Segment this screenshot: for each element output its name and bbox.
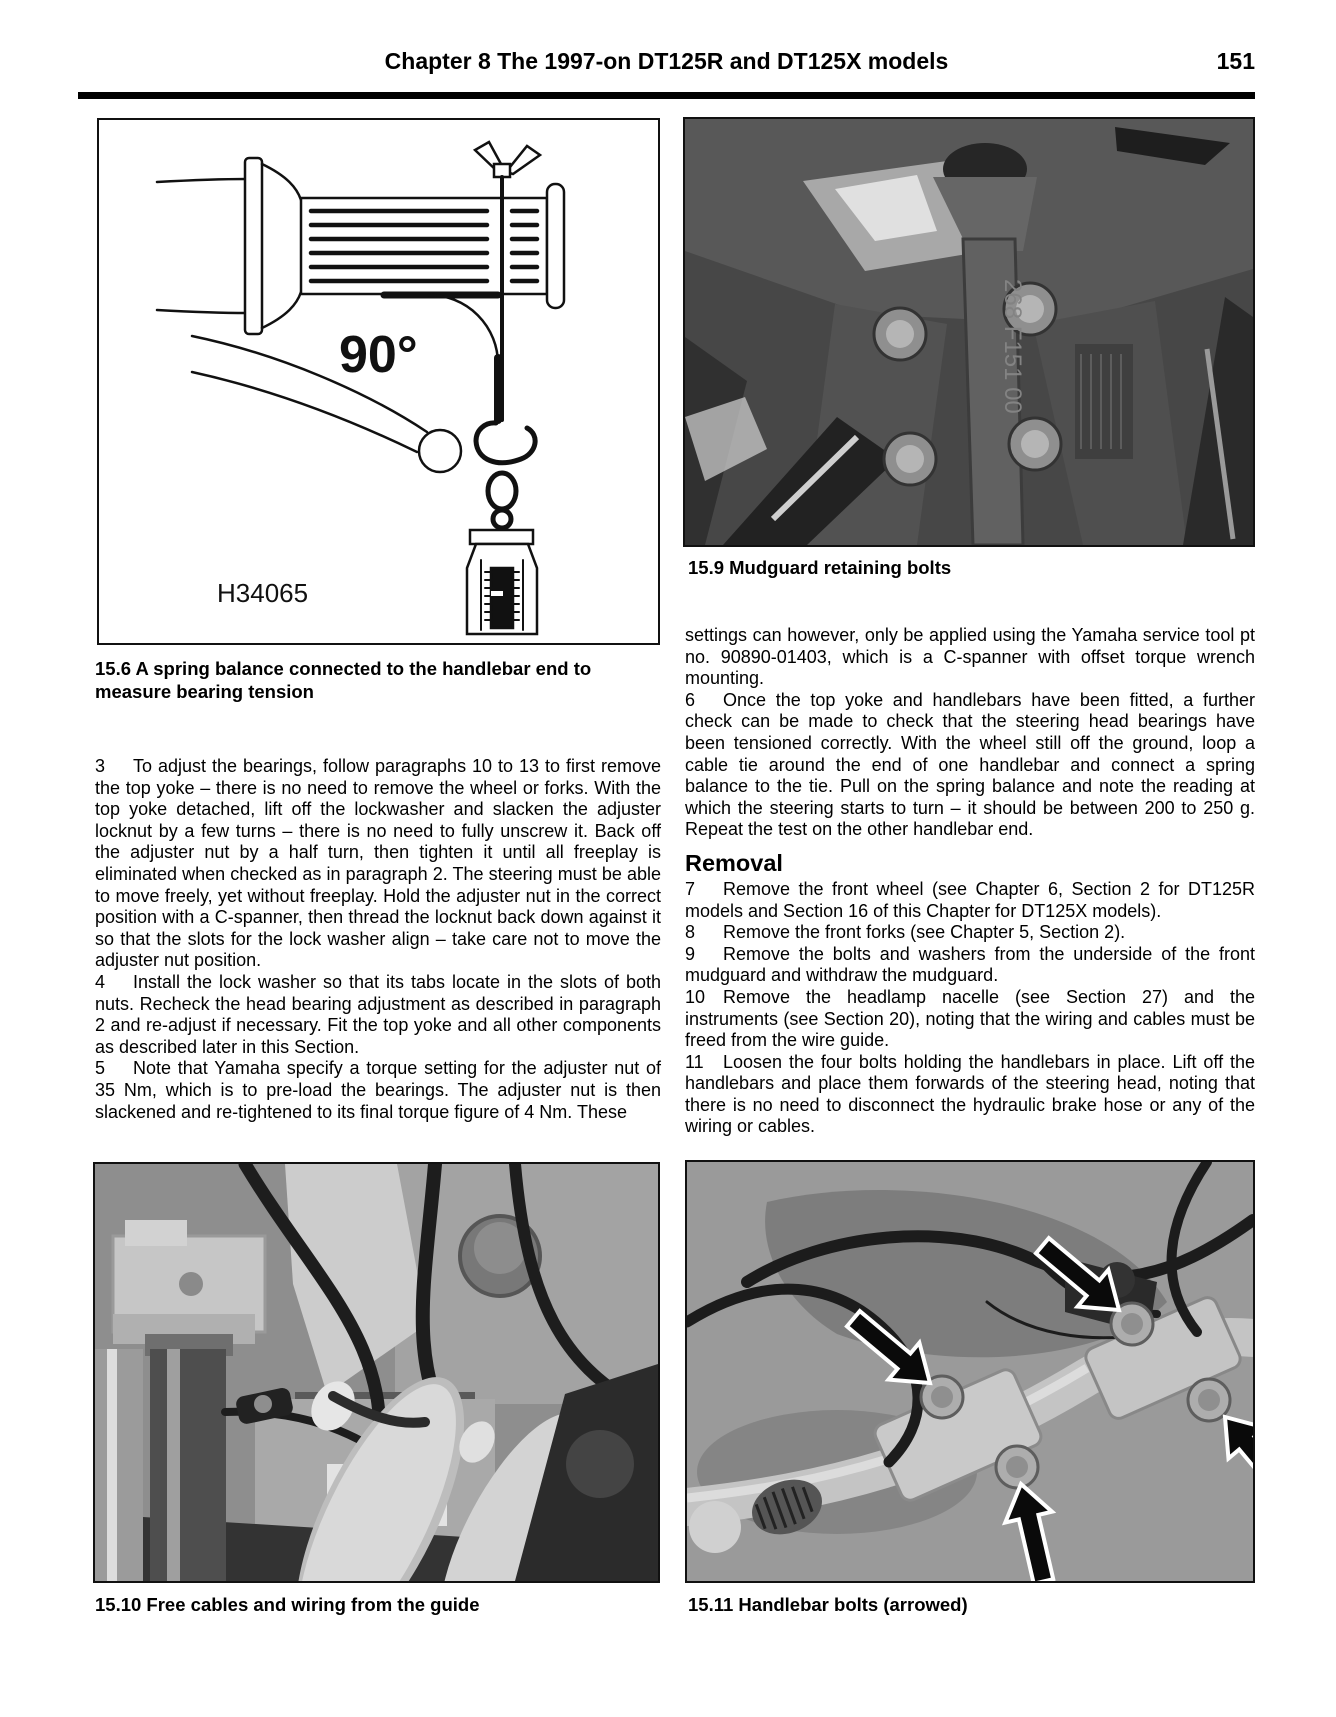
chapter-header: Chapter 8 The 1997-on DT125R and DT125X models: [384, 48, 949, 74]
paragraph: 10 Remove the headlamp nacelle (see Section 27) and the instruments (see Section 20), noting that the wiring and cables must be freed from the wire guide.: [685, 986, 1255, 1051]
mudguard-photo-icon: [685, 119, 1253, 545]
figure-15-11-photo: [685, 1160, 1255, 1583]
paragraph-number: 8: [685, 922, 696, 943]
paragraph: 11 Loosen the four bolts holding the handlebars in place. Lift off the handlebars and place them forwards of the steering head, noting that there is no need to disconnect the hydraulic brake hose or any of the wiring or cables.: [685, 1051, 1255, 1137]
paragraph: 6 Once the top yoke and handlebars have been fitted, a further check can be made to check that the steering head bearings have been tensioned correctly. With the wheel still off the ground, loop a cable tie around the end of one handlebar and connect a spring balance to the tie. Pull on the spring balance and note the reading at which the steering starts to turn – it should be between 200 to 250 g. Repeat the test on the other handlebar end.: [685, 689, 1255, 840]
paragraph: 9 Remove the bolts and washers from the underside of the front mudguard and withdraw the mudguard.: [685, 943, 1255, 986]
section-heading: Removal: [685, 849, 783, 876]
figure-15-9-caption: 15.9 Mudguard retaining bolts: [688, 557, 952, 578]
figure-15-10-caption: 15.10 Free cables and wiring from the guide: [95, 1594, 480, 1615]
cable-guide-photo-icon: [95, 1164, 658, 1581]
figure-15-11-caption: 15.11 Handlebar bolts (arrowed): [688, 1594, 968, 1615]
paragraph: 7 Remove the front wheel (see Chapter 6, Section 2 for DT125R models and Section 16 of this Chapter for DT125X models).: [685, 878, 1255, 921]
paragraph: 8 Remove the front forks (see Chapter 5, Section 2).: [685, 922, 1126, 943]
figure-15-9-photo: [683, 117, 1255, 547]
embossed-part-number: 268 F151 00: [999, 279, 1026, 414]
paragraph-number: 10: [685, 986, 706, 1007]
figure-15-10-photo: [93, 1162, 660, 1583]
paragraph-number: 4: [95, 971, 106, 992]
paragraph-number: 11: [685, 1051, 704, 1072]
angle-label: 90°: [339, 326, 418, 384]
page-number: 151: [1216, 48, 1255, 74]
header-rule: [78, 92, 1255, 99]
left-text-column: [95, 756, 661, 1123]
paragraph-number: 3: [95, 756, 106, 776]
right-text-column: [685, 625, 1255, 1138]
paragraph-number: 7: [685, 878, 696, 899]
paragraph: settings can however, only be applied using the Yamaha service tool pt no. 90890-01403, which is a C-spanner with offset torque wrench mounting.: [685, 625, 1255, 689]
drawing-reference-label: H34065: [217, 578, 309, 608]
paragraph: 5 Note that Yamaha specify a torque setting for the adjuster nut of 35 Nm, which is to pre-load the bearings. The adjuster nut is then slackened and re-tightened to its final torque figure of 4 Nm. These: [95, 1058, 661, 1122]
spring-balance-diagram-icon: [99, 120, 658, 643]
paragraph-number: 6: [685, 689, 696, 710]
figure-15-6-drawing: [97, 118, 660, 645]
figure-15-6-caption: 15.6 A spring balance connected to the handlebar end to measure bearing tension: [95, 658, 592, 702]
paragraph: 4 Install the lock washer so that its tabs locate in the slots of both nuts. Recheck the head bearing adjustment as described in paragraph 2 and re-adjust if necessary. Fit the top yoke and all other components as described later in this Section.: [95, 971, 661, 1057]
paragraph: 3 To adjust the bearings, follow paragraphs 10 to 13 to first remove the top yoke – there is no need to remove the wheel or forks. With the top yoke detached, lift off the lockwasher and slacken the adjuster locknut by a few turns – there is no need to fully unscrew it. Back off the adjuster nut by a half turn, then tighten it until all freeplay is eliminated when checked as in paragraph 2. The steering must be able to move freely, yet without freeplay. Hold the adjuster nut in the correct position with a C-spanner, then thread the locknut back down against it so that the slots for the lock washer align – take care not to move the adjuster nut position.: [95, 756, 661, 971]
paragraph-number: 9: [685, 943, 696, 964]
paragraph-number: 5: [95, 1058, 106, 1079]
handlebar-bolts-photo-icon: [687, 1162, 1253, 1581]
